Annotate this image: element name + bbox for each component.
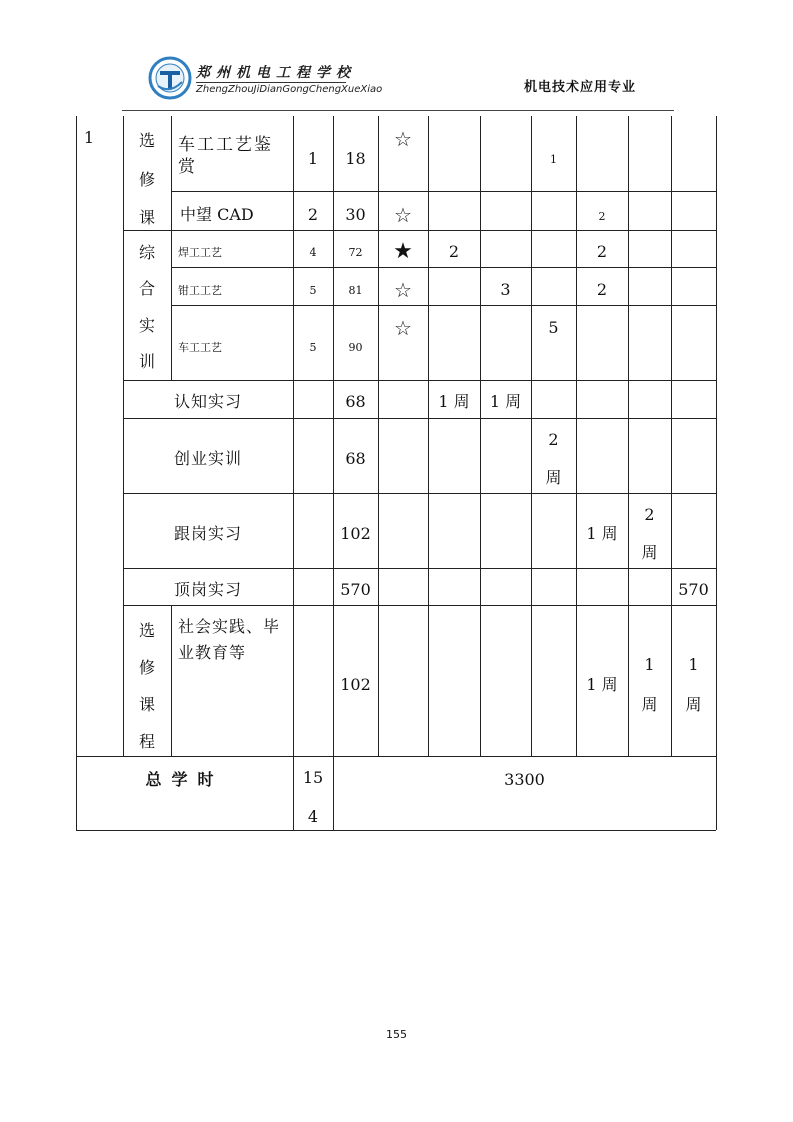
hours: 72 xyxy=(348,245,363,259)
total-hours-label: 总学时 xyxy=(145,769,224,789)
school-name-underline xyxy=(196,82,346,83)
semester-value: 1 周 xyxy=(438,391,470,411)
hours: 30 xyxy=(345,204,366,224)
core-mark: ☆ xyxy=(394,278,412,302)
semester-value: 2 xyxy=(598,209,606,223)
hours: 102 xyxy=(340,523,371,543)
semester-value: 1 周 xyxy=(586,523,618,543)
course-name: 车工工艺 xyxy=(178,340,222,354)
credit: 1 xyxy=(307,148,319,168)
credit: 4 xyxy=(309,245,317,259)
course-name: 车工工艺鉴赏 xyxy=(178,134,273,177)
semester-value: 1 周 xyxy=(586,674,618,694)
school-logo xyxy=(148,56,192,100)
hours: 90 xyxy=(348,340,363,354)
course-name: 中望 CAD xyxy=(180,204,254,224)
course-name: 焊工工艺 xyxy=(178,245,222,259)
course-name: 顶岗实习 xyxy=(173,579,242,599)
course-name: 钳工工艺 xyxy=(178,283,222,297)
course-name: 跟岗实习 xyxy=(173,523,242,543)
semester-value: 5 xyxy=(548,317,559,337)
total-credits: 15 4 xyxy=(302,768,324,826)
core-mark: ☆ xyxy=(394,127,412,151)
total-hours-value: 3300 xyxy=(504,769,545,789)
hours: 68 xyxy=(345,391,366,411)
semester-value: 2 周 xyxy=(545,430,562,487)
hours: 570 xyxy=(340,579,371,599)
header-rule xyxy=(122,110,674,111)
credit: 5 xyxy=(309,283,317,297)
core-mark: ☆ xyxy=(394,203,412,227)
hours: 81 xyxy=(348,283,363,297)
semester-value: 2 xyxy=(596,241,608,261)
group-integrated-training: 综 合 实 训 xyxy=(138,243,155,371)
semester-value: 3 xyxy=(500,279,511,299)
semester-value: 1 周 xyxy=(641,655,658,714)
school-name-en: ZhengZhouJiDianGongChengXueXiao xyxy=(196,84,383,95)
core-mark: ☆ xyxy=(394,316,412,340)
semester-value: 1 周 xyxy=(489,391,522,411)
core-mark-filled: ★ xyxy=(393,238,413,264)
semester-value: 2 xyxy=(448,241,460,261)
semester-value: 1 xyxy=(550,152,557,166)
course-name: 创业实训 xyxy=(173,448,242,468)
course-name: 社会实践、毕业教育等 xyxy=(178,617,281,662)
group-elective-2: 选 修 课 程 xyxy=(138,621,155,751)
page-number: 155 xyxy=(386,1028,407,1041)
semester-value: 1 周 xyxy=(685,655,702,714)
semester-value: 570 xyxy=(678,579,709,599)
course-name: 认知实习 xyxy=(173,391,242,411)
group-elective-1: 选 修 课 xyxy=(138,131,155,227)
hours: 18 xyxy=(345,148,366,168)
school-name-cn: 郑州机电工程学校 xyxy=(196,65,356,81)
hours: 68 xyxy=(345,448,366,468)
semester-value: 2 周 xyxy=(641,505,658,562)
hours: 102 xyxy=(340,674,371,694)
major-title: 机电技术应用专业 xyxy=(524,80,637,95)
row-group-index: 1 xyxy=(83,127,95,147)
semester-value: 2 xyxy=(596,279,608,299)
credit: 5 xyxy=(309,340,317,354)
credit: 2 xyxy=(307,204,319,224)
